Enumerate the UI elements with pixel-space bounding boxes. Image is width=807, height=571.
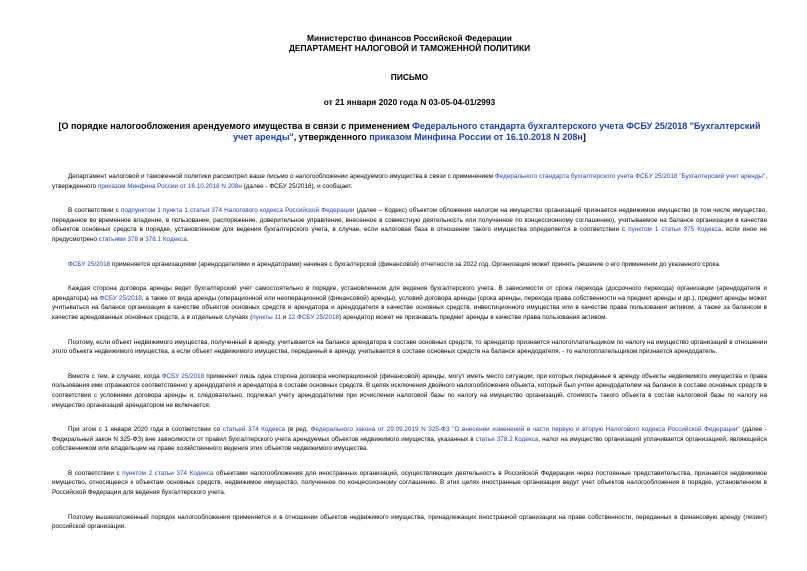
paragraph-text: применяется организациями (арендодателями и арендаторами) начиная с бухгалтерской (финансовой) отчетности за 2022 год. Организация может принять решение о его применении до указанного срока. [110,260,721,268]
paragraph-text: Каждая сторона договора аренды ведет бухгалтерский учет самостоятельно в порядке, установленном для ведения бухгалтерского учета. В зависимости от срока перехода (досрочного перехода) организации (арендодателя и арендатора) на [52,285,767,302]
paragraph-8 [52,469,767,498]
paragraph-text: . [186,235,189,243]
paragraph-text: Вместе с тем, в случаях, когда [68,372,162,380]
document-body [52,172,767,532]
paragraph-text: В соответствии с [68,207,121,215]
paragraph-text: (в ред. [285,426,311,434]
paragraph-text: (далее - Федеральный закон N 325-ФЗ) вне зависимости от правил бухгалтерского учета арендуемых объектов недвижимого имущества, указанных в [52,426,768,443]
link-article-378[interactable]: статьями 378 [98,235,139,243]
paragraph-text: (далее - ФСБУ 25/2018), и сообщает. [241,182,353,190]
paragraph-text: применяет лишь одна сторона договора неоперационной (финансовой) аренды, могут иметь место ситуации, при которых переданные в аренду объекты недвижимого имущества и права пользования ими отражаются соответственно у арендодателя и арендатора в составе основных средств. В целях исключения двойного налогообложения объекта, который был учтен арендодателем на балансе в составе основных средств в соответствии с условиями договора аренды и, следовательно, подлежал учету арендодателем при исчислении налоговой базы по налогу на имущество организаций, стоимость такого объекта в состав налоговой базы по налогу на имущество организаций арендатором не включается. [52,372,767,409]
link-fsbu-standard[interactable]: Федерального стандарта бухгалтерского учета ФСБУ 25/2018 "Бухгалтерский учет аренды" [494,173,766,180]
link-fsbu[interactable]: ФСБУ 25/2018 [161,372,205,380]
paragraph-text: ) арендатор может не признавать предмет аренды в качестве права пользования активом. [339,313,608,321]
subject-text: , утвержденного [293,132,370,142]
document-header [52,0,767,107]
paragraph-6 [52,372,767,410]
document-type: ПИСЬМО [390,72,429,82]
paragraph-7 [52,425,767,454]
link-tax-code-374[interactable]: подпунктом 1 пункта 1 статьи 374 Налогового кодекса Российской Федерации [120,207,355,215]
paragraph-text: Департамент налоговой и таможенной политики рассмотрел ваше письмо о налогообложении арендуемого имущества в связи с применением [68,173,495,180]
paragraph-text: , если иное не предусмотрено [52,226,767,243]
paragraph-1 [52,172,767,191]
link-article-378-1[interactable]: 378.1 Кодекса [145,235,187,243]
link-point-11[interactable]: пункты 11 [252,313,281,321]
link-article-375[interactable]: пунктом 1 статьи 375 Кодекса [628,226,722,234]
document-date: от 21 января 2020 года N 03-05-04-01/2993 [323,97,496,107]
paragraph-4 [52,284,767,322]
paragraph-text: При этом с 1 января 2020 года в соответствии со [68,426,223,434]
paragraph-text: (далее – Кодекс) объектом обложения налогом на имущество организаций признается недвижимое имущество (в том числе имущество, переданное во временное владение, в пользование, распоряжение, доверительное управление, внесенное в совместную деятельность или полученное по концессионному соглашению), учитываемое на балансе организации в качестве объектов основных средств в порядке, установленном для ведения бухгалтерского учета, в случае, если налоговая база в отношении такого имущества определяется в соответствии с [52,207,767,234]
paragraph-text: и [138,235,146,243]
link-federal-law-325[interactable]: Федерального закона от 29.09.2019 N 325-ФЗ "О внесении изменений в части первую и вторую Налогового кодекса Российской Федерации" [310,426,740,434]
paragraph-text: , утвержденного [52,173,768,190]
subject-text: ] [582,132,586,142]
paragraph-5 [52,338,767,357]
subject-link-order[interactable]: приказом Минфина России от 16.10.2018 N 208н [369,132,583,142]
paragraph-text: , налог на имущество организаций уплачивается организацией, являющейся собственником или владельцем на праве хозяйственного ведения этих объектов недвижимого имущества. [52,435,767,453]
link-article-374[interactable]: статьей 374 Кодекса [222,426,286,434]
ministry-name: Министерство финансов Российской Федерации [307,33,512,43]
subject-link-fsbu[interactable]: Федерального стандарта бухгалтерского учета ФСБУ 25/2018 "Бухгалтерский учет аренды" [233,121,761,142]
link-minfin-order[interactable]: приказом Минфина России от 16.10.2018 N 208н [97,182,242,190]
subject-text: [О порядке налогообложения арендуемого имущества в связи с применением [58,121,413,131]
link-point-12[interactable]: 12 ФСБУ 25/2018 [288,313,340,321]
paragraph-text: В соответствии с [68,469,123,477]
paragraph-text: объектами налогообложения для иностранных организаций, осуществляющих деятельность в Российской Федерации через постоянные представительства, признается недвижимое имущество, относящееся к объектам основных средств, недвижимое имущество, полученное по концессионному соглашению. В этих целях иностранные организации ведут учет объектов налогообложения в порядке, установленном в Российской Федерации для ведения бухгалтерского учета. [52,469,767,497]
link-fsbu[interactable]: ФСБУ 25/2018 [99,294,142,302]
document-subject [52,121,767,143]
paragraph-9 [52,513,767,532]
paragraph-text: , а также от вида аренды (операционной или неоперационной (финансовой) аренды), условий договора аренды (срока аренды, перехода права собственности на предмет аренды и др.), предмет аренды может учитываться на балансе организации в качестве объектов основных средств и арендатора и арендодателя в качестве основных средств, инвестиционного имущества или в качестве права пользования активом, а также за балансом в качестве арендованных основных средств, а в отдельных случаях ( [52,294,767,321]
paragraph-text: Поэтому вышеизложенный порядок налогообложения применяется и в отношении объектов недвижимого имущества, принадлежащих иностранной организации на праве собственности, переданных в финансовую аренду (лизинг) российской организации. [52,513,767,531]
paragraph-text: и [280,313,289,321]
link-article-374-point-2[interactable]: пунктом 2 статьи 374 Кодекса [122,469,214,477]
paragraph-text: Поэтому, если объект недвижимого имущества, полученный в аренду, учитывается на балансе арендатора в составе основных средств, то арендатор признается налогоплательщиком по налогу на имущество организаций в отношении этого объекта недвижимого имущества, а если объект недвижимого имущества, переданный в аренду, учитывается в составе основных средств на балансе арендодателя, - то налогоплательщиком признается арендодатель. [52,338,767,356]
paragraph-2 [52,206,767,244]
paragraph-3 [52,260,767,270]
department-name: ДЕПАРТАМЕНТ НАЛОГОВОЙ И ТАМОЖЕННОЙ ПОЛИТИКИ [288,43,531,53]
link-fsbu[interactable]: ФСБУ 25/2018 [68,260,111,268]
link-article-378-2[interactable]: статье 378.2 Кодекса [475,435,539,443]
